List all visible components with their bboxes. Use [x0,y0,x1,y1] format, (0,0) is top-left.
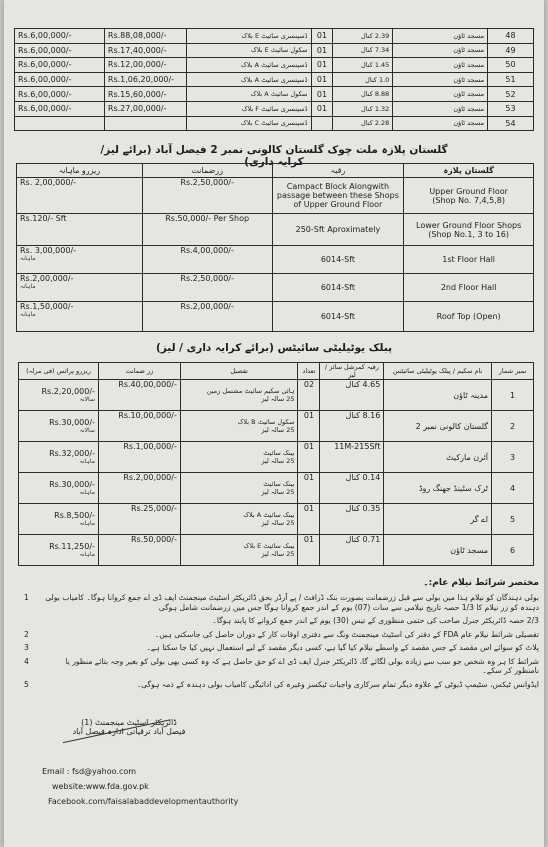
table-row [19,504,534,535]
rent-value: Rs.1,50,000/- [20,302,74,311]
qty-cell: 01 [298,535,320,566]
table-row [19,411,534,442]
rent-period: ماہانہ [79,520,95,527]
lease-term: 25 سالہ لیز [261,519,295,527]
public-header-no: نمبر شمار [492,363,534,380]
public-header-detail: تفصیل [180,363,298,380]
plaza-header-name: گلستان پلازہ [404,164,534,178]
reserve-cell: Rs.88,08,000/- [104,29,186,44]
public-header-rent: ریزرو پرائس (فی مرلہ) [19,363,99,380]
table-row [19,380,534,411]
deposit-cell: Rs.6,00,000/- [15,29,105,44]
row-number-cell: 48 [488,29,534,44]
row-number-cell: 5 [492,504,534,535]
rent-cell [17,178,143,214]
rent-value: Rs.30,000/- [49,480,95,489]
condition-text: 2/3 حصہ ڈائریکٹر جنرل صاحب کی حتمی منظوری کے تیس (30) یوم کے اندر جمع کروانے کا پابند ہوگا۔ [212,616,539,626]
table-row [15,72,534,87]
top-sites-table [14,28,534,131]
table-row [17,214,534,246]
name-shops: (Shop No. 7,4,5,8) [432,195,505,205]
qty-cell: 01 [311,101,333,116]
name-value: 1st Floor Hall [442,255,496,264]
detail-line: بینک سائیٹ A بلاک [243,511,295,519]
rent-value: Rs.11,250/- [49,542,95,551]
row-number-cell: 51 [488,72,534,87]
type-cell: مسجد ٹاؤن [393,101,488,116]
reserve-cell: Rs.1,00,000/- [98,442,180,473]
qty-cell [311,116,333,131]
condition-text: پلاٹ کو سوائے اس مقصد کے جس مقصد کے واسطے نیلام کیا گیا ہے، کسی دیگر مقصد کے لیے استعمال نہیں کیا جا سکتا ہے۔ [146,643,539,653]
table-row [15,87,534,102]
reserve-cell: Rs.1,06,20,000/- [104,72,186,87]
reserve-cell: Rs.27,00,000/- [104,101,186,116]
reserve-cell: Rs.4,00,000/- [142,246,272,274]
condition-text: ایڈوانس ٹیکس، سٹیمپ ڈیوٹی کے علاوہ دیگر تمام سرکاری واجبات ٹیکسز وغیرہ کی ادائیگی کامیاب بولی دہندہ کے ذمہ ہوگی۔ [136,679,539,689]
detail-cell: ڈسپنسری سائیٹ E بلاک [186,29,311,44]
detail-cell: ڈسپنسری سائیٹ A بلاک [186,72,311,87]
row-number-cell: 54 [488,116,534,131]
site-name-cell: گلستان کالونی نمبر 2 [384,411,492,442]
condition-text: تفصیلی شرائط نیلام عام FDA کے دفتر کی اسٹیٹ مینجمنٹ ونگ سے دفتری اوقات کار کے دوران حاصل کی جاسکتی ہیں۔ [154,629,539,639]
rent-period: ماہانہ [79,458,95,465]
reserve-cell: Rs.25,000/- [98,504,180,535]
rent-cell [17,246,143,274]
rent-value: Rs.8,500/- [54,511,95,520]
row-number-cell: 2 [492,411,534,442]
table-row [15,58,534,73]
row-number-cell: 49 [488,43,534,58]
area-cell: 250-Sft Aproximately [272,214,404,246]
condition-number [24,616,42,625]
public-header-reserve: زر ضمانت [98,363,180,380]
size-cell: 2.39 کنال [333,29,393,44]
table-row [15,29,534,44]
rent-value: Rs.120/- Sft [20,214,67,223]
qty-cell: 02 [298,380,320,411]
public-banner: پبلک یوٹیلیٹی سائیٹس (برائے کرایہ داری / لیز) [155,342,393,354]
size-cell: 11M-215Sft [320,442,384,473]
rent-period: سالانہ [79,396,95,403]
condition-number: 3 [24,643,29,653]
rent-cell [17,274,143,302]
condition-item [24,616,539,625]
rent-period: سالانہ [79,427,95,434]
public-utility-table [18,362,534,566]
rent-cell [19,473,99,504]
deposit-cell: Rs.6,00,000/- [15,72,105,87]
type-cell: مسجد ٹاؤن [393,87,488,102]
lease-term: 25 سالہ لیز [261,457,295,465]
reserve-cell: Rs.2,50,000/- [142,274,272,302]
detail-cell [180,442,298,473]
area-cell: Campact Block Alongwith passage between these Shops of Upper Ground Floor [272,178,404,214]
reserve-cell: Rs.2,00,000/- [142,302,272,332]
reserve-cell: Rs.40,00,000/- [98,380,180,411]
reserve-cell: Rs.10,00,000/- [98,411,180,442]
name-cell [404,178,534,214]
condition-text: شرائط کا ہر وہ شخص جو سب سے زیادہ بولی لگائے گا، ڈائریکٹر جنرل ایف ڈی اے کو حق حاصل ہے کہ وہ کسی بھی بولی کو بغیر وجہ بتائے منظور یا نامنظور کر سکے۔ [65,656,539,676]
reserve-cell: Rs.2,00,000/- [98,473,180,504]
size-cell: 2.28 کنال [333,116,393,131]
size-cell: 1.0 کنال [333,72,393,87]
site-name-cell: مسجد ٹاؤن [384,535,492,566]
table-row [17,274,534,302]
contact-facebook: Facebook.com/faisalabaddevelopmentauthority [48,797,239,806]
plaza-header-rent: ریزرو ماہانہ [17,164,143,178]
contact-website: website:www.fda.gov.pk [52,782,149,791]
qty-cell: 01 [298,442,320,473]
name-value: Upper Ground Floor [429,186,508,196]
detail-cell: ڈسپنسری سائیٹ C بلاک [186,116,311,131]
reserve-cell: Rs.50,000/- Per Shop [142,214,272,246]
table-row [15,116,534,131]
size-cell: 8.16 کنال [320,411,384,442]
qty-cell: 01 [298,411,320,442]
condition-item [24,630,539,639]
conditions-heading: مختصر شرائط نیلام عام:۔ [423,578,539,588]
condition-number: 4 [24,656,29,666]
deposit-cell: Rs.6,00,000/- [15,101,105,116]
area-cell: 6014-Sft [272,302,404,332]
condition-text: بولی دہندگان کو نیلام ہذا میں بولی سے قبل زرضمانت بصورت بنک ڈرافٹ / پے آرڈر بحق ڈائریکٹر اسٹیٹ مینجمنٹ ایف ڈی اے جمع کروانا ہوگا۔ کامیاب بولی دہندہ کو زر نیلام کا 1/3 حصہ تاریخ نیلامی سے سات (07) یوم کے اندر جمع کروانا ہوگا جس میں زرضمانت شامل ہوگی [45,593,539,612]
detail-line: سکول سائیٹ B بلاک [237,418,295,426]
name-shops: (Shop No.1, 3 to 16) [428,229,510,239]
table-row [17,302,534,332]
size-cell: 7.34 کنال [333,43,393,58]
qty-cell: 01 [311,87,333,102]
site-name-cell: مدینہ ٹاؤن [384,380,492,411]
rent-cell [19,380,99,411]
size-cell: 1.45 کنال [333,58,393,73]
reserve-cell: Rs.50,000/- [98,535,180,566]
table-row [17,178,534,214]
deposit-cell: Rs.6,00,000/- [15,87,105,102]
lease-term: 25 سالہ لیز [261,395,295,403]
row-number-cell: 6 [492,535,534,566]
detail-cell [180,411,298,442]
plaza-table [16,163,534,332]
public-header-size: رقبہ کمرشل سائز / لیز [320,363,384,380]
rent-period: ماہانہ [79,551,95,558]
table-row [19,442,534,473]
detail-line: بینک سائیٹ [263,480,295,488]
rent-period: ماہانہ [79,489,95,496]
reserve-cell: Rs.12,00,000/- [104,58,186,73]
qty-cell: 01 [311,43,333,58]
size-cell: 1.32 کنال [333,101,393,116]
rent-cell [17,302,143,332]
area-cell: 6014-Sft [272,274,404,302]
table-row [19,535,534,566]
condition-number: 1 [24,593,29,603]
lease-term: 25 سالہ لیز [261,426,295,434]
deposit-cell [15,116,105,131]
deposit-cell: Rs.6,00,000/- [15,43,105,58]
rent-cell [19,411,99,442]
condition-item [24,643,539,652]
rent-value: Rs.32,000/- [49,449,95,458]
detail-cell: ڈسپنسری سائیٹ F بلاک [186,101,311,116]
rent-value: Rs. 2,00,000/- [20,178,77,187]
size-cell: 4.65 کنال [320,380,384,411]
rent-value: Rs.2,20,000/- [41,387,95,396]
detail-cell: ڈسپنسری سائیٹ A بلاک [186,58,311,73]
row-number-cell: 53 [488,101,534,116]
public-header-qty: تعداد [298,363,320,380]
table-row [15,101,534,116]
rent-cell [19,535,99,566]
deposit-cell: Rs.6,00,000/- [15,58,105,73]
detail-cell [180,380,298,411]
lease-term: 25 سالہ لیز [261,550,295,558]
reserve-cell [104,116,186,131]
table-row [19,473,534,504]
condition-number: 5 [24,679,29,689]
site-name-cell: آئرن مارکیٹ [384,442,492,473]
name-cell [404,302,534,332]
rent-cell [17,214,143,246]
reserve-cell: Rs.17,40,000/- [104,43,186,58]
row-number-cell: 1 [492,380,534,411]
plaza-header-area: رقبہ [272,164,404,178]
detail-cell [180,504,298,535]
contact-email: Email : fsd@yahoo.com [42,767,137,776]
rent-value: Rs.30,000/- [49,418,95,427]
row-number-cell: 50 [488,58,534,73]
plaza-header-reserve: زرضمانت [142,164,272,178]
qty-cell: 01 [311,72,333,87]
row-number-cell: 4 [492,473,534,504]
table-row [15,43,534,58]
size-cell: 0.14 کنال [320,473,384,504]
type-cell: مسجد ٹاؤن [393,72,488,87]
qty-cell: 01 [311,29,333,44]
qty-cell: 01 [298,504,320,535]
area-cell: 6014-Sft [272,246,404,274]
type-cell: مسجد ٹاؤن [393,116,488,131]
detail-line: ہائی سکیم سائیٹ مشتمل زمین [206,387,295,395]
signature-block [44,718,214,736]
detail-cell: سکول سائیٹ A بلاک [186,87,311,102]
rent-cell [19,442,99,473]
detail-cell: سکول سائیٹ E بلاک [186,43,311,58]
name-cell [404,246,534,274]
detail-cell [180,535,298,566]
row-number-cell: 52 [488,87,534,102]
name-value: Lower Ground Floor Shops [416,220,522,230]
condition-item [24,680,539,689]
detail-line: بینک سائیٹ [263,449,295,457]
auction-conditions [24,578,539,693]
type-cell: مسجد ٹاؤن [393,29,488,44]
detail-line: بینک سائیٹ E بلاک [243,542,295,550]
condition-item [24,593,539,612]
condition-number: 2 [24,629,29,639]
signature-org: فیصل آباد ترقیاتی ادارہ فیصل آباد [72,727,186,736]
rent-period: ماہانہ [20,255,36,262]
size-cell: 0.35 کنال [320,504,384,535]
table-row [17,246,534,274]
name-value: 2nd Floor Hall [440,283,497,292]
name-cell [404,214,534,246]
qty-cell: 01 [311,58,333,73]
site-name-cell: اے گر [384,504,492,535]
site-name-cell: ٹرک سٹینڈ جھنگ روڈ [384,473,492,504]
rent-value: Rs.2,00,000/- [20,274,74,283]
rent-value: Rs. 3,00,000/- [20,246,77,255]
condition-item [24,657,539,676]
type-cell: مسجد ٹاؤن [393,43,488,58]
rent-period: ماہانہ [20,283,36,290]
signature-title: ڈائریکٹر اسٹیٹ مینجمنٹ (1) [81,718,177,727]
qty-cell: 01 [298,473,320,504]
type-cell: مسجد ٹاؤن [393,58,488,73]
row-number-cell: 3 [492,442,534,473]
document-page [4,0,544,847]
public-header-name: نام سکیم / پبلک یوٹیلیٹی سائیٹس [384,363,492,380]
plaza-banner: گلستان پلازہ ملت چوک گلستان کالونی نمبر 2 فیصل آباد (برائے لیز/کرایہ داری) [100,144,448,168]
reserve-cell: Rs.2,50,000/- [142,178,272,214]
reserve-cell: Rs.15,60,000/- [104,87,186,102]
size-cell: 8.88 کنال [333,87,393,102]
size-cell: 0.71 کنال [320,535,384,566]
rent-period: ماہانہ [20,311,36,318]
name-value: Roof Top (Open) [436,312,501,321]
rent-cell [19,504,99,535]
detail-cell [180,473,298,504]
lease-term: 25 سالہ لیز [261,488,295,496]
name-cell [404,274,534,302]
